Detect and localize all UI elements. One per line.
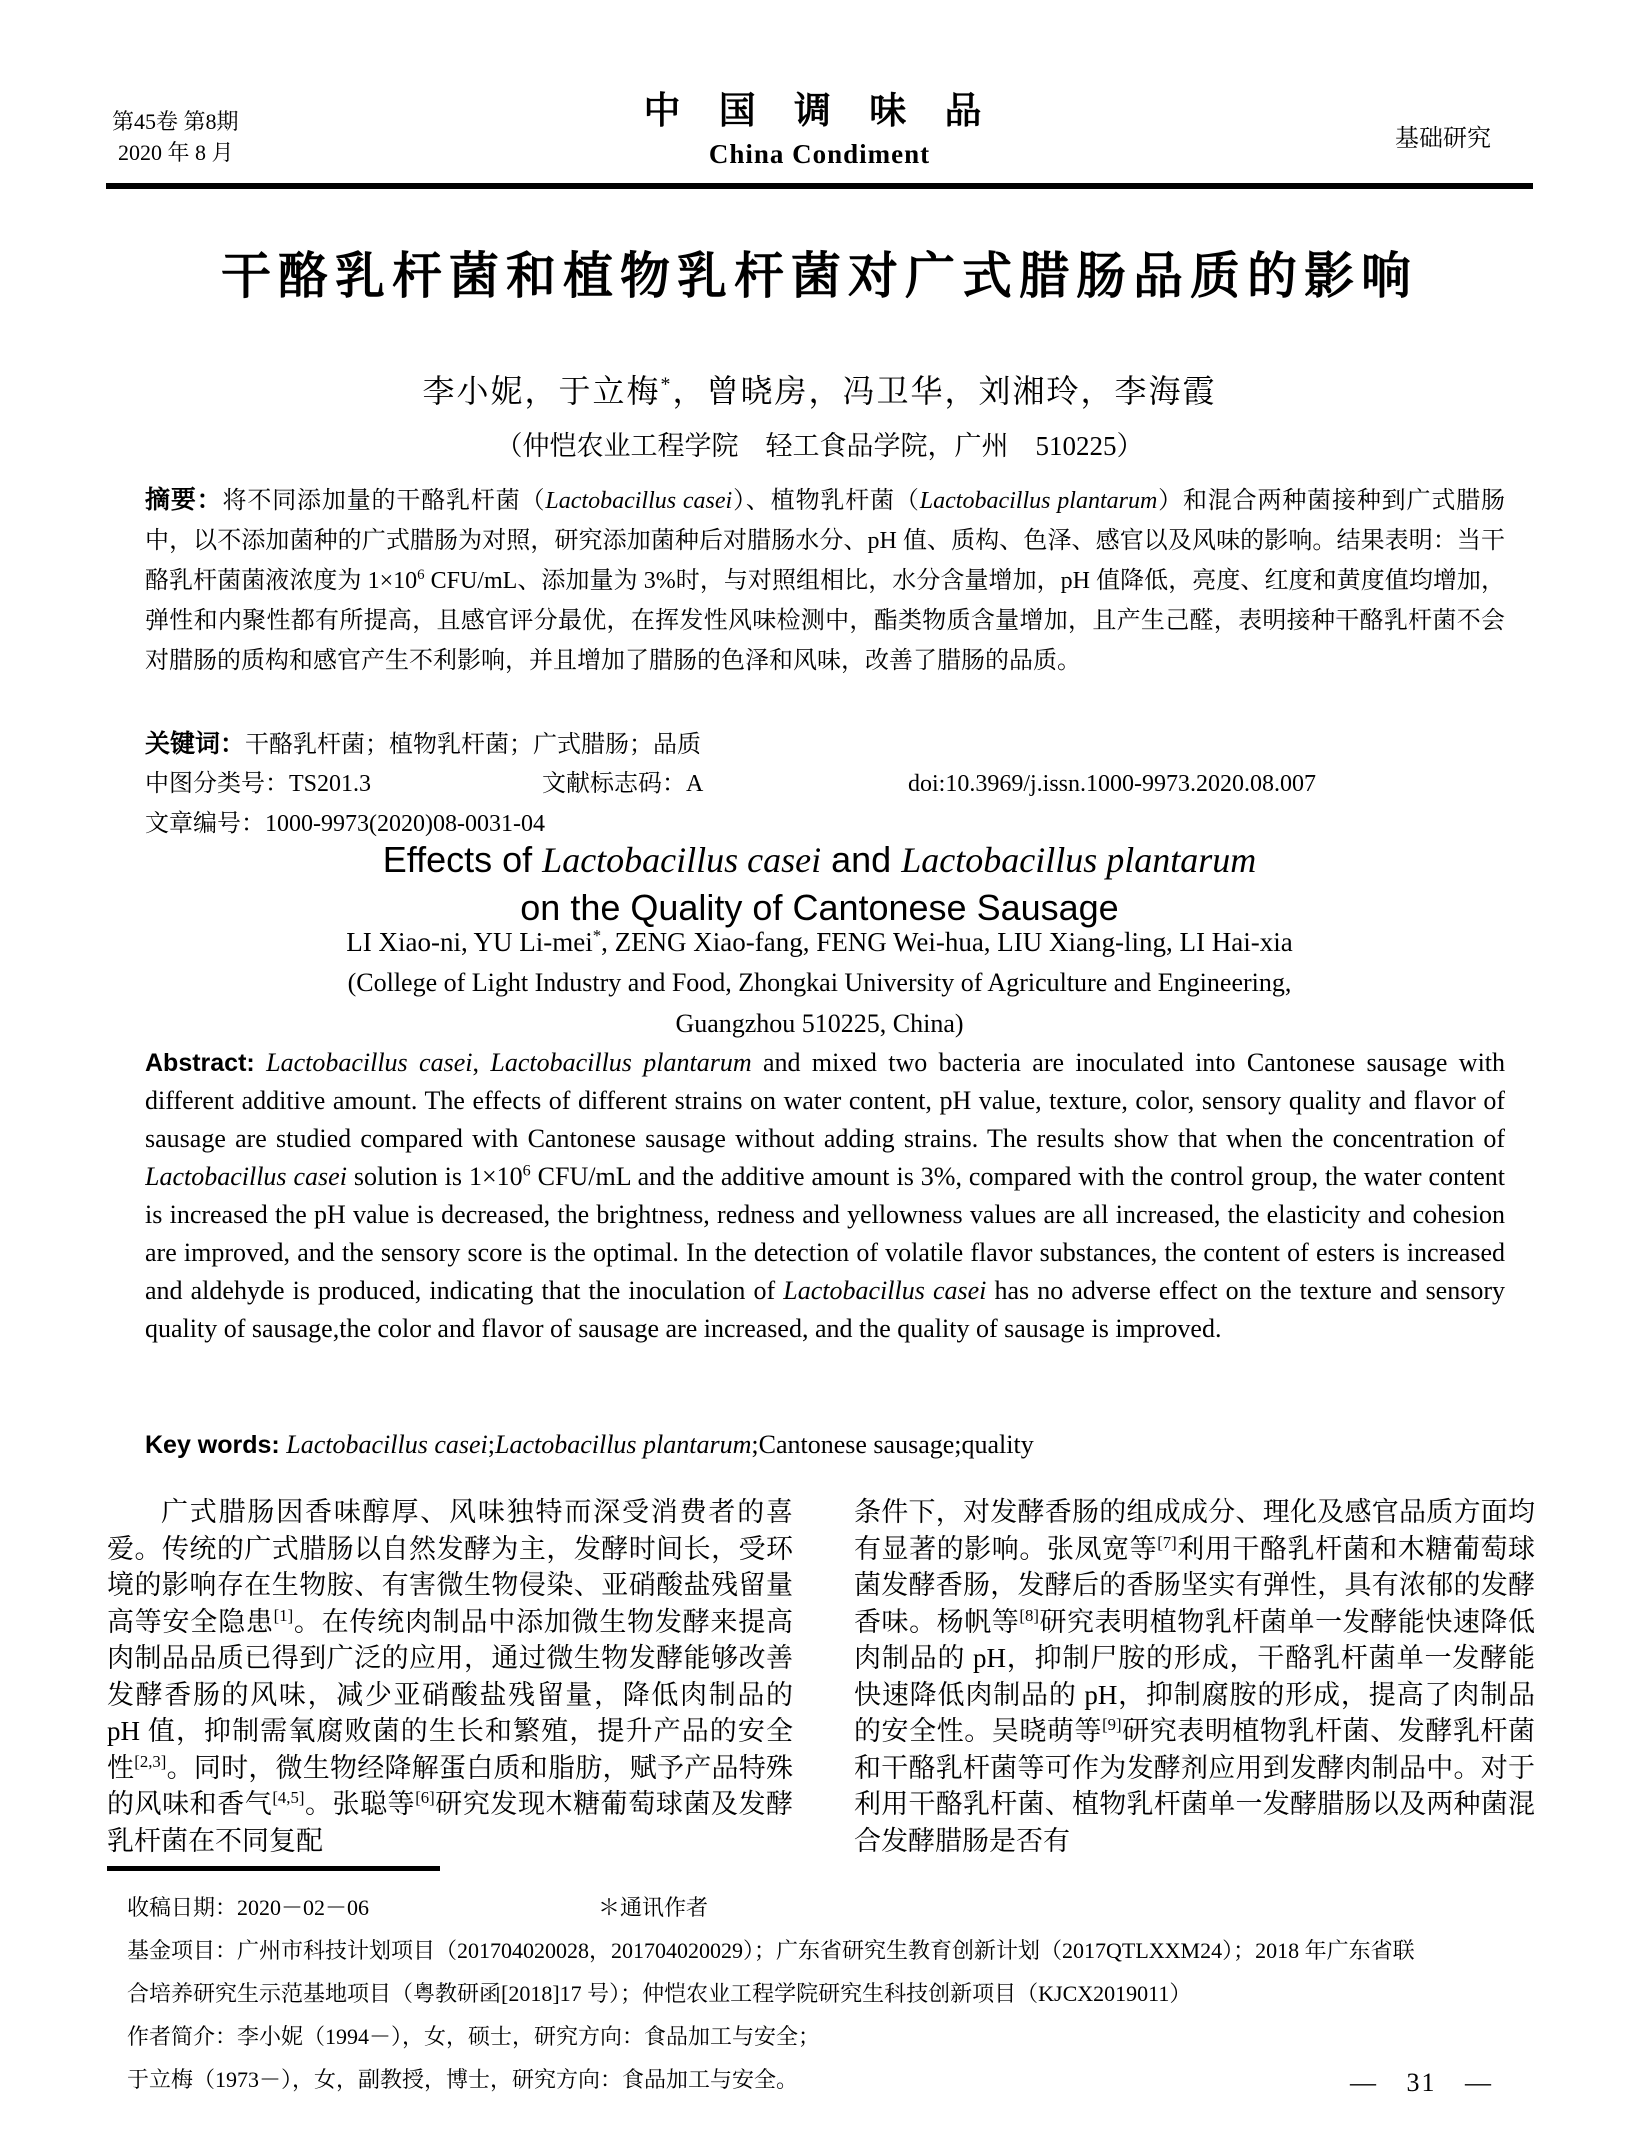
funding-text-line1: 广州市科技计划项目（201704020028，201704020029）；广东省研究生教育创新计划（2017QTLXXM24）；2018 年广东省联 [237, 1938, 1415, 1963]
footnote-bio-line1 [107, 2015, 1535, 2058]
keywords-en-label: Key words: [145, 1431, 280, 1459]
body-column-left [107, 1494, 793, 1860]
issue-date: 2020 年 8 月 [118, 140, 234, 165]
authors-cn: 李小妮，于立梅*，曾晓房，冯卫华，刘湘玲，李海霞 [422, 373, 1217, 409]
footnotes [107, 1886, 1535, 2101]
clc-label: 中图分类号： [145, 770, 289, 797]
article-title-en-line1: Effects of Lactobacillus casei and Lactobacillus plantarum [382, 839, 1257, 880]
column-label: 基础研究 [1395, 126, 1491, 152]
clc-group [145, 771, 371, 797]
column-gap [793, 1494, 854, 1862]
footnote-funding-line1 [107, 1929, 1535, 1972]
funding-label: 基金项目： [127, 1938, 238, 1963]
corresponding-author-note: ＊通讯作者 [598, 1895, 709, 1920]
keywords-en [145, 1426, 1505, 1464]
doc-code-label: 文献标志码： [542, 770, 686, 797]
affiliation-en-line2: Guangzhou 510225, China) [675, 1009, 964, 1038]
abstract-cn [145, 480, 1505, 726]
keywords-en-text: Lactobacillus casei;Lactobacillus plantarum;Cantonese sausage;quality [286, 1430, 1034, 1459]
abstract-en-text: Lactobacillus casei, Lactobacillus plantarum and mixed two bacteria are inoculated into Cantonese sausage with different additive amount. The effects of different strains on water content, pH value, texture, color, sensory quality and flavor of sausage are studied compared with Cantonese sausage without adding strains. The results show that when the concentration of Lactobacillus casei solution is $1\times 10^6$ CFU/mL and the additive amount is 3%, compared with the control group, the water content is increased the pH value is decreased, the brightness, redness and yellowness values are all increased, the elasticity and cohesion are improved, and the sensory score is the optimal. In the detection of volatile flavor substances, the content of esters is increased and aldehyde is produced, indicating that the inoculation of Lactobacillus casei has no adverse effect on the texture and sensory quality of sausage,the color and flavor of sausage are increased, and the quality of sausage is improved. [145, 1048, 1505, 1343]
footnote-funding-line2: 合培养研究生示范基地项目（粤教研函[2018]17 号）；仲恺农业工程学院研究生科技创新项目（KJCX2019011） [127, 1981, 1192, 2006]
bio-text-line1: 李小妮（1994－），女，硕士，研究方向：食品加工与安全； [237, 2024, 821, 2049]
journal-title-block [0, 80, 1639, 170]
header-rule [106, 183, 1533, 189]
classification-line [145, 766, 1505, 802]
affiliation-cn: （仲恺农业工程学院 轻工食品学院，广州 510225） [495, 431, 1144, 461]
abstract-cn-label: 摘要： [145, 486, 223, 514]
bio-label: 作者简介： [127, 2024, 238, 2049]
article-id-label: 文章编号： [145, 810, 265, 837]
article-title-en-line2: on the Quality of Cantonese Sausage [520, 887, 1119, 928]
journal-title-en: China Condiment [708, 139, 931, 169]
article-title-en [0, 836, 1639, 932]
article-title-cn: 干酪乳杆菌和植物乳杆菌对广式腊肠品质的影响 [221, 248, 1418, 304]
keywords-cn-label: 关键词： [145, 730, 246, 758]
body-columns [107, 1494, 1535, 1862]
body-column-right [854, 1494, 1535, 1860]
doc-code-group [542, 766, 703, 802]
footnote-received [107, 1886, 1535, 1929]
keywords-cn-text: 干酪乳杆菌；植物乳杆菌；广式腊肠；品质 [245, 732, 702, 758]
affiliation-en-line1: (College of Light Industry and Food, Zhongkai University of Agriculture and Engineering, [347, 968, 1292, 997]
article-id: 1000-9973(2020)08-0031-04 [265, 811, 545, 837]
body-paragraph-left: 广式腊肠因香味醇厚、风味独特而深受消费者的喜爱。传统的广式腊肠以自然发酵为主，发酵时间长，受环境的影响存在生物胺、有害微生物侵染、亚硝酸盐残留量高等安全隐患[1]。在传统肉制品中添加微生物发酵来提高肉制品品质已得到广泛的应用，通过微生物发酵能够改善发酵香肠的风味，减少亚硝酸盐残留量，降低肉制品的 pH 值，抑制需氧腐败菌的生长和繁殖，提升产品的安全性[2,3]。同时，微生物经降解蛋白质和脂肪，赋予产品特殊的风味和香气[4,5]。张聪等[6]研究发现木糖葡萄球菌及发酵乳杆菌在不同复配 [107, 1497, 793, 1856]
journal-title-cn: 中 国 调 味 品 [643, 90, 996, 131]
doi-text: doi:10.3969/j.issn.1000-9973.2020.08.007 [908, 771, 1317, 797]
doc-code: A [686, 771, 704, 797]
received-date: 2020－02－06 [237, 1895, 370, 1920]
abstract-en-label: Abstract: [145, 1049, 255, 1077]
keywords-cn [145, 726, 1505, 763]
received-label: 收稿日期： [127, 1895, 238, 1920]
issue-volume: 第45卷 第8期 [112, 109, 239, 134]
abstract-cn-text: 将不同添加量的干酪乳杆菌（Lactobacillus casei）、植物乳杆菌（Lactobacillus plantarum）和混合两种菌接种到广式腊肠中，以不添加菌种的广式腊肠为对照，研究添加菌种后对腊肠水分、pH 值、质构、色泽、感官以及风味的影响。结果表明：当干酪乳杆菌菌液浓度为 $1\times 10^6$ CFU/mL、添加量为 3%时，与对照组相比，水分含量增加，pH 值降低，亮度、红度和黄度值均增加，弹性和内聚性都有所提高，且感官评分最优，在挥发性风味检测中，酯类物质含量增加，且产生己醛，表明接种干酪乳杆菌不会对腊肠的质构和感官产生不利影响，并且增加了腊肠的色泽和风味，改善了腊肠的品质。 [145, 488, 1505, 674]
clc-number: TS201.3 [289, 771, 372, 797]
page-number: — 31 — [1350, 2068, 1493, 2097]
authors-en: LI Xiao-ni, YU Li-mei*, ZENG Xiao-fang, FENG Wei-hua, LIU Xiang-ling, LI Hai-xia [346, 926, 1293, 957]
footnote-bio-line2: 于立梅（1973－），女，副教授，博士，研究方向：食品加工与安全。 [127, 2067, 799, 2092]
footnote-rule [107, 1866, 440, 1871]
body-paragraph-right: 条件下，对发酵香肠的组成成分、理化及感官品质方面均有显著的影响。张凤宽等[7]利用干酪乳杆菌和木糖葡萄球菌发酵香肠，发酵后的香肠坚实有弹性，具有浓郁的发酵香味。杨帆等[8]研究表明植物乳杆菌单一发酵能快速降低肉制品的 pH，抑制尸胺的形成，干酪乳杆菌单一发酵能快速降低肉制品的 pH，抑制腐胺的形成，提高了肉制品的安全性。吴晓萌等[9]研究表明植物乳杆菌、发酵乳杆菌和干酪乳杆菌等可作为发酵剂应用到发酵肉制品中。对于利用干酪乳杆菌、植物乳杆菌单一发酵腊肠以及两种菌混合发酵腊肠是否有 [854, 1497, 1535, 1856]
abstract-en [145, 1044, 1505, 1426]
affiliation-en [0, 962, 1639, 1044]
